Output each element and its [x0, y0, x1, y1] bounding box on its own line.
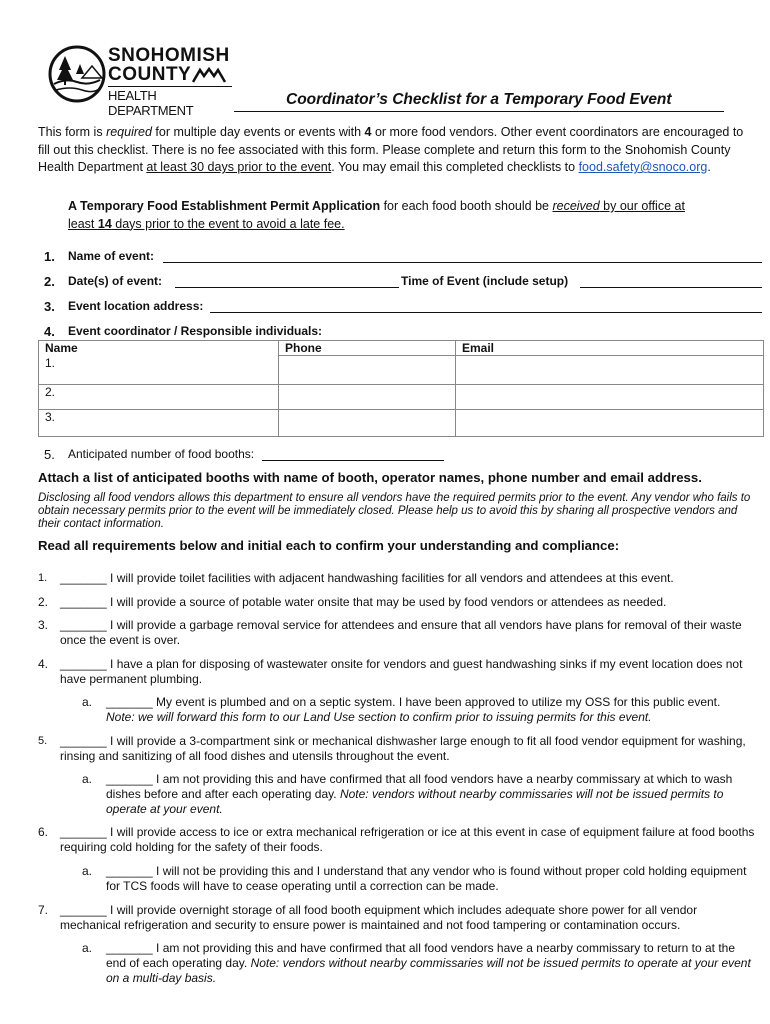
table-header-phone: Phone — [279, 341, 456, 356]
disclosure-note: Disclosing all food vendors allows this department to ensure all vendors have the required permits prior to the event. Any vendor who fails to obtain necessary permits prior to the event will be immediately closed. Please help us to avoid this by sharing all prospective vendors and their contact information. — [38, 492, 751, 530]
requirement-5a-text[interactable]: _______ I am not providing this and have confirmed that all food vendors have a nearby commissary at which to wash dishes before and after each operating day. Note: vendors without nearby commissaries will not be issued permits to operate at your event. — [106, 772, 733, 816]
requirement-6-text[interactable]: _______ I will provide access to ice or extra mechanical refrigeration or ice at this event in case of equipment failure at food booths requiring cold holding for the safety of their foods. — [60, 825, 755, 854]
logo-line-3: HEALTH DEPARTMENT — [108, 88, 194, 118]
event-dates-input[interactable] — [175, 275, 399, 288]
requirement-7a-text[interactable]: _______ I am not providing this and have confirmed that all food vendors have a nearby commissary to return to at the end of each operating day. Note: vendors without nearby commissaries will not be issued permits to operate at your event on a multi-day basis. — [106, 941, 751, 985]
page-title: Coordinator’s Checklist for a Temporary Food Event — [286, 91, 672, 108]
requirement-4-text[interactable]: _______ I have a plan for disposing of wastewater onsite for vendors and guest handwashing sinks if my event location does not have permanent plumbing. — [60, 657, 743, 686]
logo-line-1: SNOHOMISH — [108, 45, 230, 66]
event-time-input[interactable] — [580, 275, 762, 288]
requirement-5-text[interactable]: _______ I will provide a 3-compartment sink or mechanical dishwasher large enough to fit all food vendor equipment for washing, rinsing and sanitizing of all food dishes and utensils throughout the event. — [60, 734, 746, 763]
field-event-dates: 2. Date(s) of event: Time of Event (include setup) — [44, 274, 762, 289]
field-food-booths: 5. Anticipated number of food booths: — [44, 447, 762, 462]
requirement-2-text[interactable]: _______ I will provide a source of potable water onsite that may be used by food vendors or attendees as needed. — [60, 595, 667, 609]
table-cell[interactable] — [456, 410, 764, 437]
table-cell[interactable] — [456, 385, 764, 410]
table-header-row — [39, 341, 764, 356]
tree-landscape-icon — [48, 44, 106, 104]
requirement-1-text[interactable]: _______ I will provide toilet facilities with adjacent handwashing facilities for all vendors and attendees at this event. — [60, 571, 674, 585]
food-booths-input[interactable] — [262, 448, 444, 461]
table-cell[interactable]: 3. — [39, 410, 279, 437]
field-event-coordinator: 4. Event coordinator / Responsible individuals: — [44, 324, 323, 339]
table-cell[interactable]: 2. — [39, 385, 279, 410]
table-header-email: Email — [456, 341, 764, 356]
table-header-name: Name — [39, 341, 279, 356]
requirement-3-text[interactable]: _______ I will provide a garbage removal service for attendees and ensure that all vendors have plans for removal of their waste once the event is over. — [60, 618, 742, 647]
table-row[interactable] — [39, 410, 764, 437]
logo-line-2: COUNTY — [108, 64, 192, 85]
attach-instruction: Attach a list of anticipated booths with name of booth, operator names, phone number and email address. — [38, 470, 702, 485]
requirement-7-text[interactable]: _______ I will provide overnight storage of all food booth equipment which includes adequate shore power for all vendor mechanical refrigeration and security to ensure power is maintained and not food tampering or contamination occurs. — [60, 903, 698, 932]
requirement-6a-text[interactable]: _______ I will not be providing this and I understand that any vendor who is found without proper cold holding equipment for TCS foods will have to cease operating until a correction can be made. — [106, 864, 747, 893]
event-location-input[interactable] — [210, 300, 762, 313]
email-link[interactable]: food.safety@snoco.org — [578, 160, 708, 174]
table-cell[interactable] — [279, 385, 456, 410]
field-event-location: 3. Event location address: — [44, 299, 762, 314]
table-cell[interactable] — [279, 410, 456, 437]
table-row[interactable] — [39, 356, 764, 385]
requirement-4a-text[interactable]: _______ My event is plumbed and on a septic system. I have been approved to utilize my OSS for this public event. Note: we will forward this form to our Land Use section to confirm prior to issuing permits for this event. — [106, 695, 721, 724]
intro-paragraph: This form is required for multiple day events or events with 4 or more food vendors. Other event coordinators are encouraged to fill out this checklist. There is no fee associated with this form. Please complete and return this form to the Snohomish County Health Department at least 30 days prior to the event. You may email this completed checklists to food.safety@snoco.org. — [38, 125, 744, 174]
county-logo — [48, 44, 234, 118]
table-cell[interactable] — [456, 356, 764, 385]
permit-notice: A Temporary Food Establishment Permit Application for each food booth should be received by our office at least 14 days prior to the event to avoid a late fee. — [68, 199, 685, 231]
table-cell[interactable] — [279, 356, 456, 385]
table-cell[interactable]: 1. — [39, 356, 279, 385]
table-row[interactable] — [39, 385, 764, 410]
field-event-name: 1. Name of event: — [44, 249, 762, 264]
coordinator-table — [38, 340, 764, 437]
title-rule — [234, 111, 724, 112]
requirements-heading: Read all requirements below and initial each to confirm your understanding and compliance: — [38, 538, 620, 553]
mountain-icon — [192, 67, 226, 83]
event-name-input[interactable] — [163, 250, 762, 263]
logo-rule — [108, 86, 232, 87]
